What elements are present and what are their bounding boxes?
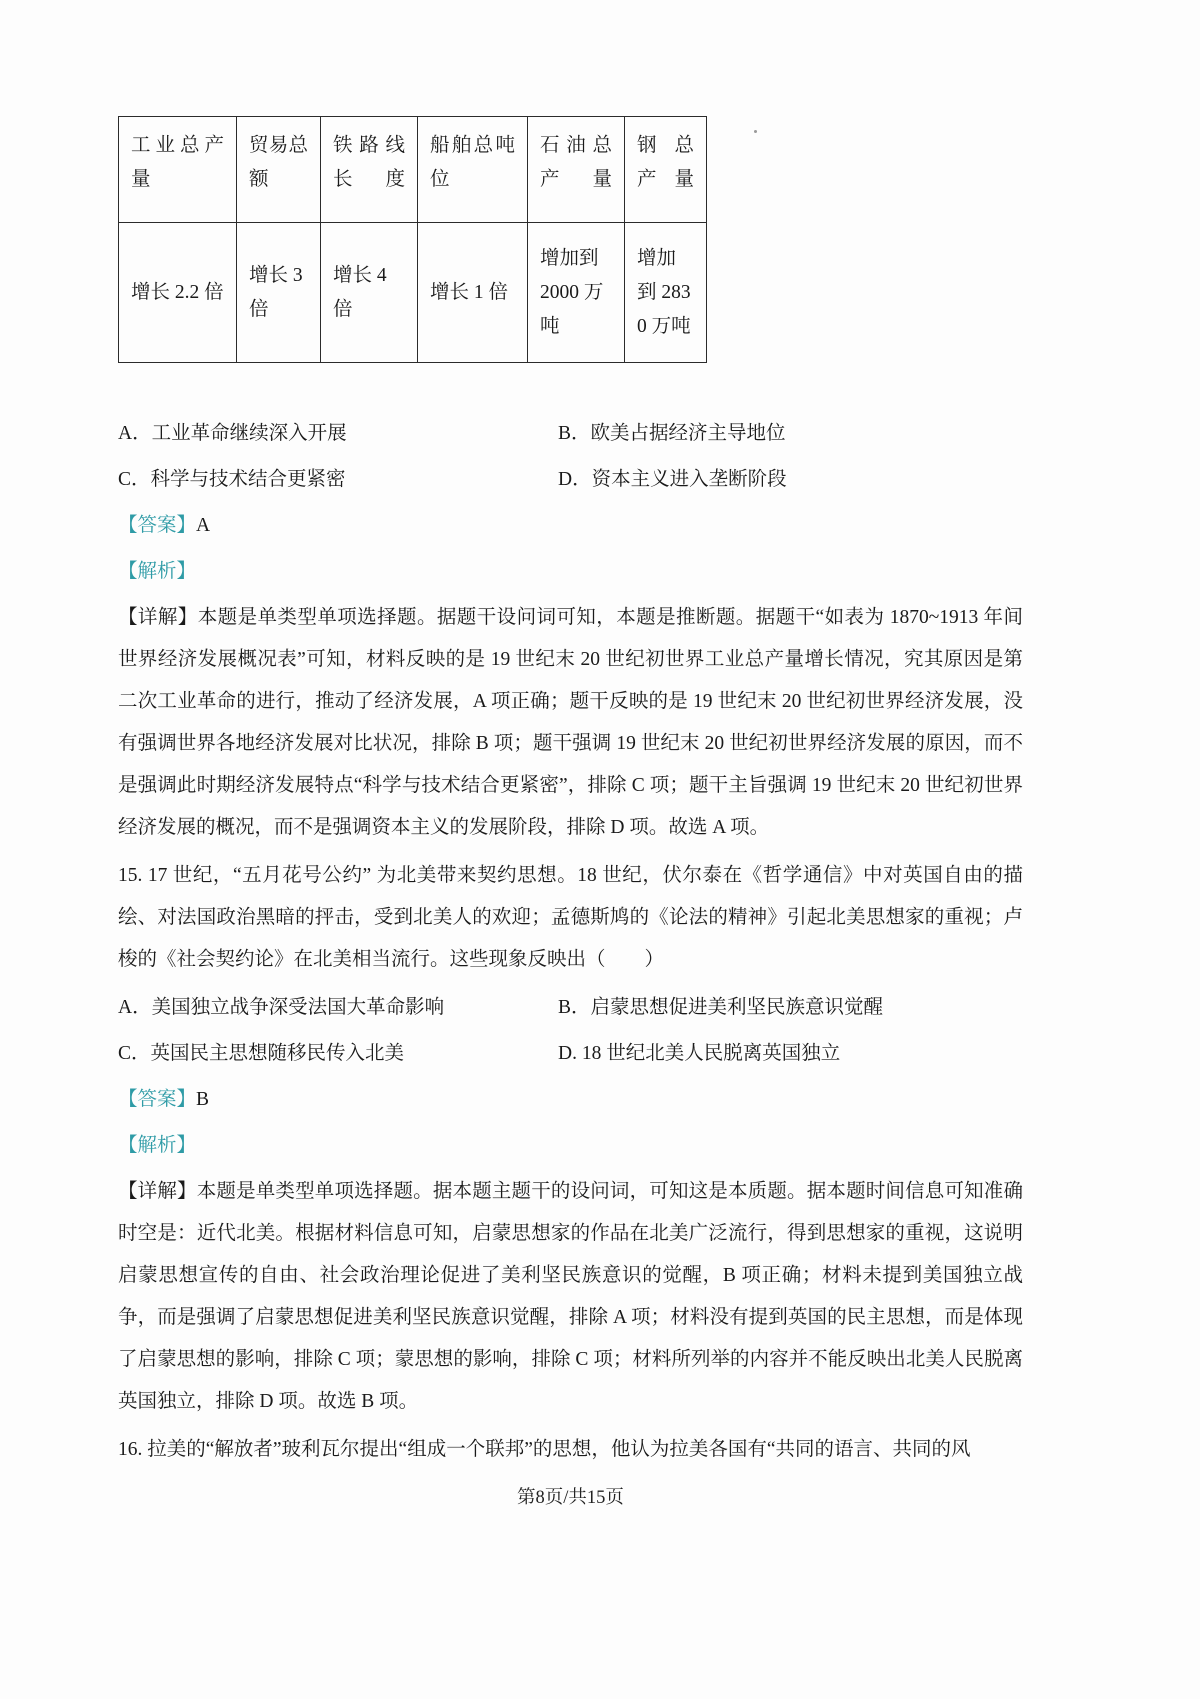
q15-explanation: 【详解】本题是单类型单项选择题。据本题主题干的设问词，可知这是本质题。据本题时间信息可知准确时空是：近代北美。根据材料信息可知，启蒙思想家的作品在北美广泛流行，得到思想家的重视，这说明启蒙思想宣传的自由、社会政治理论促进了美利坚民族意识的觉醒，B 项正确；材料未提到美国独立战争，而是强调了启蒙思想促进美利坚民族意识觉醒，排除 A 项；材料没有提到英国的民主思想，而是体现了启蒙思想的影响，排除 C 项；蒙思想的影响，排除 C 项；材料所列举的内容并不能反映出北美人民脱离英国独立，排除 D 项。故选 B 项。 [118,1181,1023,1412]
q15-option-d: D. 18 世纪北美人民脱离英国独立 [558,1043,841,1064]
table-data-cell: 增长 4 倍 [321,223,418,363]
scan-artifact-dot [754,130,757,133]
table-header-cell: 铁路线长度 [321,117,418,223]
q15-answer-value: B [196,1089,210,1110]
q15-option-b: B．启蒙思想促进美利坚民族意识觉醒 [558,997,884,1018]
q15-answer-line [118,1079,1023,1121]
q16-stem-partial: 16. 拉美的“解放者”玻利瓦尔提出“组成一个联邦”的思想，他认为拉美各国有“共同的语言、共同的风 [118,1439,971,1460]
table-header-cell: 贸易总额 [237,117,321,223]
table-header-row [119,117,707,223]
q14-answer-line [118,505,1023,547]
analysis-label: 【解析】 [118,1135,197,1156]
table-header-cell: 石油总产量 [528,117,625,223]
answer-label: 【答案】 [118,1089,197,1110]
table-header-cell: 钢总产量 [625,117,707,223]
page-body [118,413,1023,1519]
q14-explanation: 【详解】本题是单类型单项选择题。据题干设问词可知，本题是推断题。据题干“如表为 1870~1913 年间世界经济发展概况表”可知，材料反映的是 19 世纪末 20 世纪初世界工业总产量增长情况，究其原因是第二次工业革命的进行，推动了经济发展，A 项正确；题干反映的是 19 世纪末 20 世纪初世界经济发展，没有强调世界各地经济发展对比状况，排除 B 项；题干强调 19 世纪末 20 世纪初世界经济发展的原因，而不是强调此时期经济发展特点“科学与技术结合更紧密”，排除 C 项；题干主旨强调 19 世纪末 20 世纪初世界经济发展的概况，而不是强调资本主义的发展阶段，排除 D 项。故选 A 项。 [118,607,1023,838]
stats-table [118,116,707,363]
q15-stem: 15. 17 世纪，“五月花号公约” 为北美带来契约思想。18 世纪，伏尔泰在《哲学通信》中对英国自由的描绘、对法国政治黑暗的抨击，受到北美人的欢迎；孟德斯鸠的《论法的精神》引起北美思想家的重视；卢梭的《社会契约论》在北美相当流行。这些现象反映出（ ） [118,865,1023,970]
q15-analysis-line [118,1125,1023,1167]
q14-option-b: B．欧美占据经济主导地位 [558,423,786,444]
table-data-cell: 增长 1 倍 [418,223,528,363]
q14-option-c: C．科学与技术结合更紧密 [118,469,346,490]
q15-option-a: A．美国独立战争深受法国大革命影响 [118,997,445,1018]
q14-options-row-1 [118,413,1023,455]
q14-option-a: A．工业革命继续深入开展 [118,423,347,444]
q15-options-row-2 [118,1033,1023,1075]
q15-options-row-1 [118,987,1023,1029]
q14-answer-value: A [196,515,211,536]
table-data-cell: 增长 2.2 倍 [119,223,237,363]
table-data-cell: 增加到 2000 万吨 [528,223,625,363]
q14-analysis-line [118,551,1023,593]
q14-option-d: D．资本主义进入垄断阶段 [558,469,787,490]
table-data-cell: 增加到 2830 万吨 [625,223,707,363]
table-data-row [119,223,707,363]
table-header-cell: 船舶总吨位 [418,117,528,223]
table-data-cell: 增长 3 倍 [237,223,321,363]
answer-label: 【答案】 [118,515,197,536]
page-number-footer: 第8页/共15页 [517,1488,624,1508]
table-header-cell: 工业总产量 [119,117,237,223]
q14-options-row-2 [118,459,1023,501]
q15-option-c: C．英国民主思想随移民传入北美 [118,1043,405,1064]
analysis-label: 【解析】 [118,561,197,582]
